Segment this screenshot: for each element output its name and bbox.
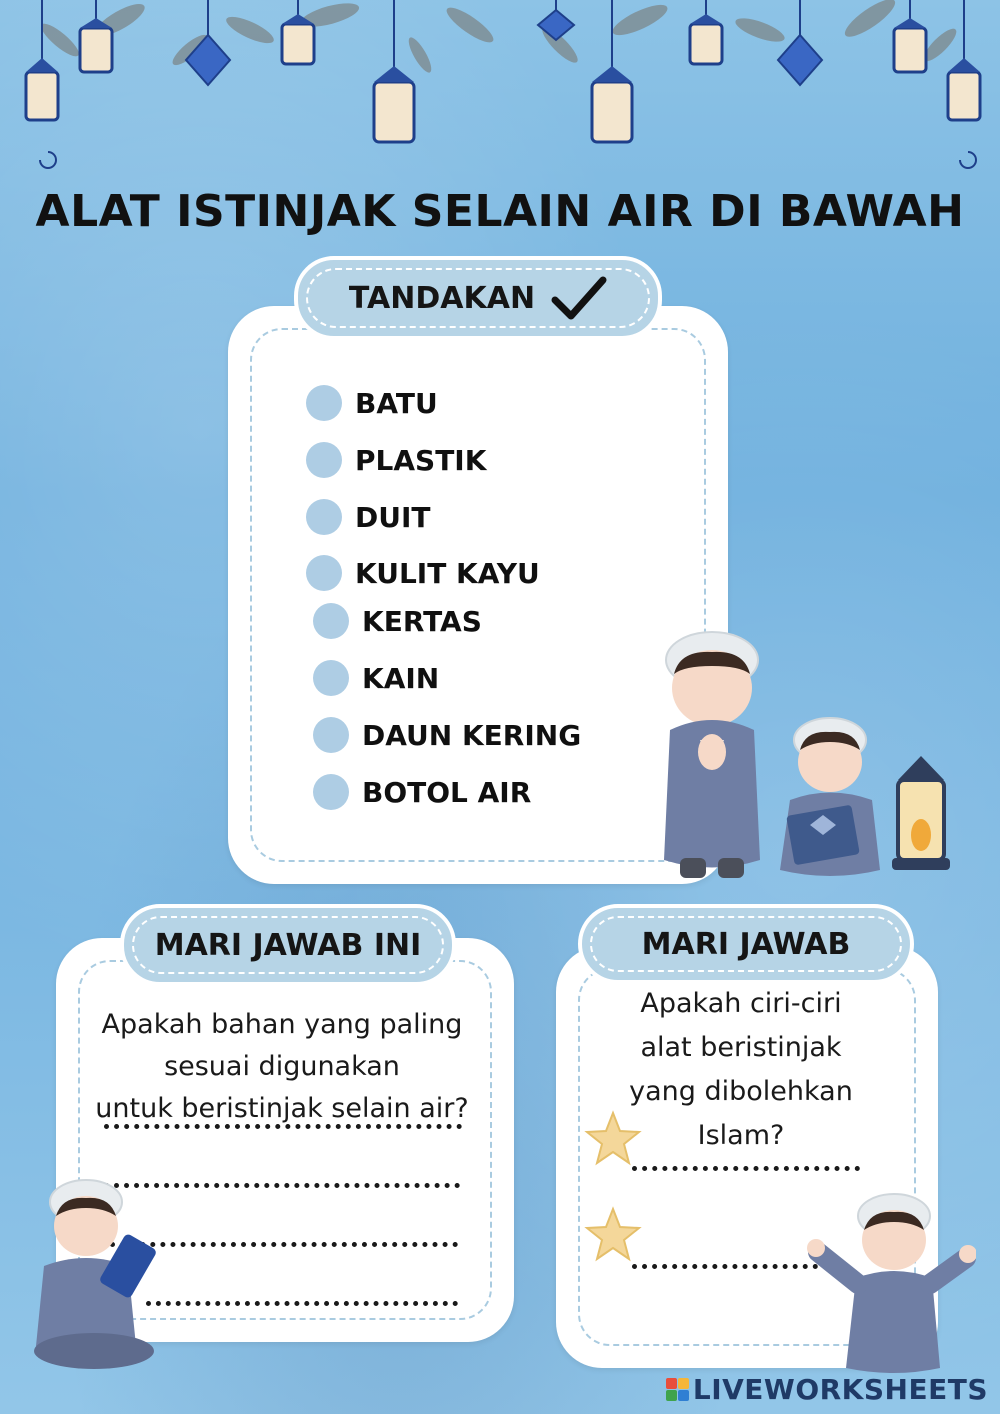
page-title: ALAT ISTINJAK SELAIN AIR DI BAWAH [35, 186, 965, 237]
question1-header-label: MARI JAWAB INI [154, 927, 422, 963]
question2-line: yang dibolehkan [629, 1076, 853, 1107]
option-kulit-kayu[interactable] [306, 553, 540, 593]
option-duit[interactable] [306, 497, 431, 537]
liveworksheets-watermark [666, 1373, 988, 1406]
question2-header-label: MARI JAWAB [641, 926, 851, 962]
question1-header [120, 904, 456, 986]
option-checkbox[interactable] [313, 603, 349, 639]
checklist-header-label: TANDAKAN [348, 280, 536, 316]
question2-line: alat beristinjak [640, 1032, 842, 1063]
option-checkbox[interactable] [313, 717, 349, 753]
option-checkbox[interactable] [306, 555, 342, 591]
option-checkbox[interactable] [306, 499, 342, 535]
question1-line: untuk beristinjak selain air? [95, 1093, 469, 1124]
option-label: DAUN KERING [362, 718, 582, 752]
hanging-lanterns-decoration [0, 0, 1000, 180]
option-label: PLASTIK [355, 443, 487, 477]
option-checkbox[interactable] [313, 774, 349, 810]
question2-line: Islam? [697, 1120, 785, 1151]
option-label: KERTAS [362, 604, 482, 638]
answer-line[interactable] [104, 1124, 462, 1129]
option-plastik[interactable] [306, 440, 486, 480]
option-checkbox[interactable] [313, 660, 349, 696]
answer-line[interactable] [146, 1301, 458, 1306]
option-checkbox[interactable] [306, 385, 342, 421]
checkmark-icon [551, 274, 607, 322]
boy-cheering-illustration [806, 1192, 976, 1378]
checklist-header [294, 256, 662, 340]
question1-line: Apakah bahan yang paling [101, 1009, 463, 1040]
liveworksheets-logo-icon [666, 1378, 689, 1401]
option-kain[interactable] [313, 658, 439, 698]
option-kertas[interactable] [313, 601, 482, 641]
boy-with-tablet-illustration [24, 1176, 184, 1376]
question1-text [72, 1004, 492, 1130]
question1-line: sesuai digunakan [164, 1051, 400, 1082]
option-label: BATU [355, 386, 438, 420]
option-label: DUIT [355, 500, 431, 534]
star-icon [584, 1110, 642, 1168]
option-label: BOTOL AIR [362, 775, 532, 809]
answer-line[interactable] [632, 1264, 828, 1269]
star-icon [584, 1206, 642, 1264]
option-daun-kering[interactable] [313, 715, 581, 755]
option-label: KULIT KAYU [355, 556, 540, 590]
watermark-text: LIVEWORKSHEETS [692, 1373, 988, 1406]
option-checkbox[interactable] [306, 442, 342, 478]
children-praying-illustration [640, 630, 950, 890]
question2-line: Apakah ciri-ciri [640, 988, 842, 1019]
answer-line[interactable] [632, 1166, 860, 1171]
option-label: KAIN [362, 661, 440, 695]
question2-header [578, 904, 914, 984]
option-botol-air[interactable] [313, 772, 531, 812]
option-batu[interactable] [306, 383, 438, 423]
